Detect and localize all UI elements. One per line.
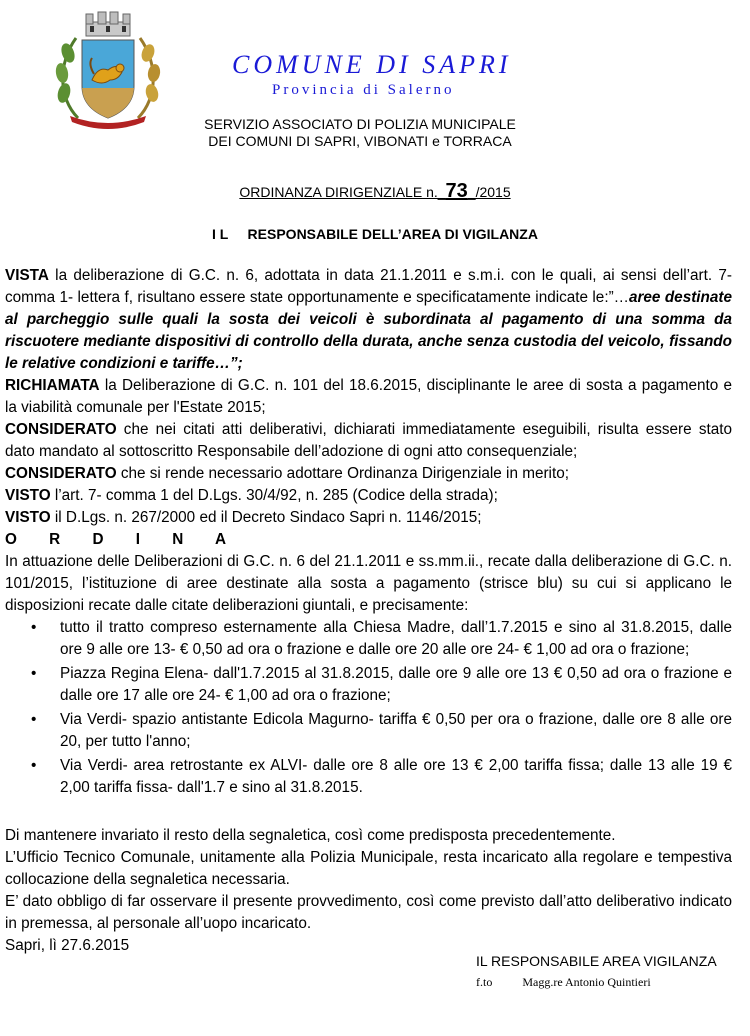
vista-label: VISTA: [5, 267, 49, 284]
signature-title: IL RESPONSABILE AREA VIGILANZA: [476, 953, 717, 969]
richiamata-paragraph: [5, 375, 732, 419]
spacer: [5, 801, 732, 825]
considerato-text-1: che nei citati atti deliberativi, dichiarati immediatamente eseguibili, risulta essere stato dato mandato al sottoscritto Responsabile dell’adozione di ogni atto consequenziale;: [5, 421, 732, 460]
vista-text: la deliberazione di G.C. n. 6, adottata in data 21.1.2011 e s.m.i. con le quali, ai sensi dell’art. 7- comma 1- lettera f, risultano essere state opportunamente e specificatamente indicate le:”…: [5, 267, 732, 306]
list-item-text: Via Verdi- spazio antistante Edicola Magurno- tariffa € 0,50 per ora o frazione, dalle ore 8 alle ore 20, per tutto l'anno;: [60, 711, 732, 750]
ordinance-prefix: ORDINANZA DIRIGENZIALE n._: [239, 184, 446, 200]
closing-paragraph-1: Di mantenere invariato il resto della segnaletica, così come predisposta precedentemente.: [5, 827, 616, 844]
richiamata-label: RICHIAMATA: [5, 377, 100, 394]
fto-label: f.to: [476, 975, 493, 989]
issuer-heading: I L RESPONSABILE DELL’AREA DI VIGILANZA: [212, 226, 538, 242]
bullet-icon: •: [31, 711, 37, 728]
vista-paragraph: [5, 265, 732, 375]
list-item: [5, 755, 732, 799]
closing-paragraph-2: L’Ufficio Tecnico Comunale, unitamente alla Polizia Municipale, resta incaricato alla regolare e tempestiva collocazione della segnaletica necessaria.: [5, 849, 732, 888]
bullet-icon: •: [31, 757, 37, 774]
province-subtitle: Provincia di Salerno: [272, 82, 455, 98]
service-line-2: DEI COMUNI DI SAPRI, VIBONATI e TORRACA: [208, 133, 512, 149]
parking-areas-list: [5, 617, 732, 799]
bullet-icon: •: [31, 619, 37, 636]
ordinance-body: [5, 265, 732, 957]
considerato-label-1: CONSIDERATO: [5, 421, 117, 438]
list-item: [5, 617, 732, 661]
ordinance-num: 73: [445, 180, 468, 202]
visto-text-2: il D.Lgs. n. 267/2000 ed il Decreto Sindaco Sapri n. 1146/2015;: [50, 509, 482, 526]
visto-text-1: l’art. 7- comma 1 del D.Lgs. 30/4/92, n. 285 (Codice della strada);: [50, 487, 498, 504]
signature-line: [476, 975, 681, 990]
coat-of-arms-icon: [48, 8, 168, 130]
list-item-text: Via Verdi- area retrostante ex ALVI- dalle ore 8 alle ore 13 € 2,00 tariffa fissa; dalle 13 alle 19 € 2,00 tariffa fissa- dall'1.7 e sino al 31.8.2015.: [60, 757, 732, 796]
ordinance-suffix: _/2015: [467, 184, 511, 200]
visto-label-1: VISTO: [5, 487, 51, 504]
visto-label-2: VISTO: [5, 509, 51, 526]
visto-paragraph-1: [5, 485, 732, 507]
service-heading: [150, 116, 570, 150]
richiamata-text: la Deliberazione di G.C. n. 101 del 18.6.2015, disciplinante le aree di sosta a pagamento e la viabilità comunale per l'Estate 2015;: [5, 377, 732, 416]
signatory-name: Magg.re Antonio Quintieri: [522, 975, 651, 989]
crown-icon: [86, 12, 130, 36]
considerato-text-2: che si rende necessario adottare Ordinanza Dirigenziale in merito;: [116, 465, 569, 482]
date-line: Sapri, lì 27.6.2015: [5, 937, 130, 954]
ordinance-number: [0, 180, 750, 203]
list-item: [5, 709, 732, 753]
service-line-1: SERVIZIO ASSOCIATO DI POLIZIA MUNICIPALE: [204, 116, 516, 132]
ordina-heading: O R D I N A: [5, 531, 241, 548]
list-item-text: tutto il tratto compreso esternamente alla Chiesa Madre, dall’1.7.2015 e sino al 31.8.2015, dalle ore 9 alle ore 13- € 0,50 ad ora o frazione e dalle ore 20 alle ore 24- € 1,00 ad ora o frazione;: [60, 619, 732, 658]
considerato-paragraph-1: [5, 419, 732, 463]
closing-paragraph-3: E’ dato obbligo di far osservare il presente provvedimento, così come previsto dall’atto deliberativo indicato in premessa, al personale all’uopo incaricato.: [5, 893, 732, 932]
attuazione-paragraph: In attuazione delle Deliberazioni di G.C. n. 6 del 21.1.2011 e ss.mm.ii., recate dalla deliberazione di G.C. n. 101/2015, l’istituzione di aree destinate alla sosta a pagamento (strisce blu) su cui si applicano le disposizioni recate dalle citate deliberazioni giuntali, e precisamente:: [5, 553, 732, 614]
bullet-icon: •: [31, 665, 37, 682]
list-item: [5, 663, 732, 707]
vista-quote: aree destinate al parcheggio sulle quali la sosta dei veicoli è subordinata al pagamento di una somma da riscuotere mediante dispositivi di controllo della durata, anche senza custodia del veicolo, fissando le relative condizioni e tariffe…”;: [5, 289, 732, 372]
municipality-title: COMUNE DI SAPRI: [232, 50, 512, 79]
considerato-label-2: CONSIDERATO: [5, 465, 117, 482]
list-item-text: Piazza Regina Elena- dall'1.7.2015 al 31.8.2015, dalle ore 9 alle ore 13 € 0,50 ad ora o frazione e dalle ore 17 alle ore 24- € 1,00 ad ora o frazione;: [60, 665, 732, 704]
visto-paragraph-2: [5, 507, 732, 529]
considerato-paragraph-2: [5, 463, 732, 485]
